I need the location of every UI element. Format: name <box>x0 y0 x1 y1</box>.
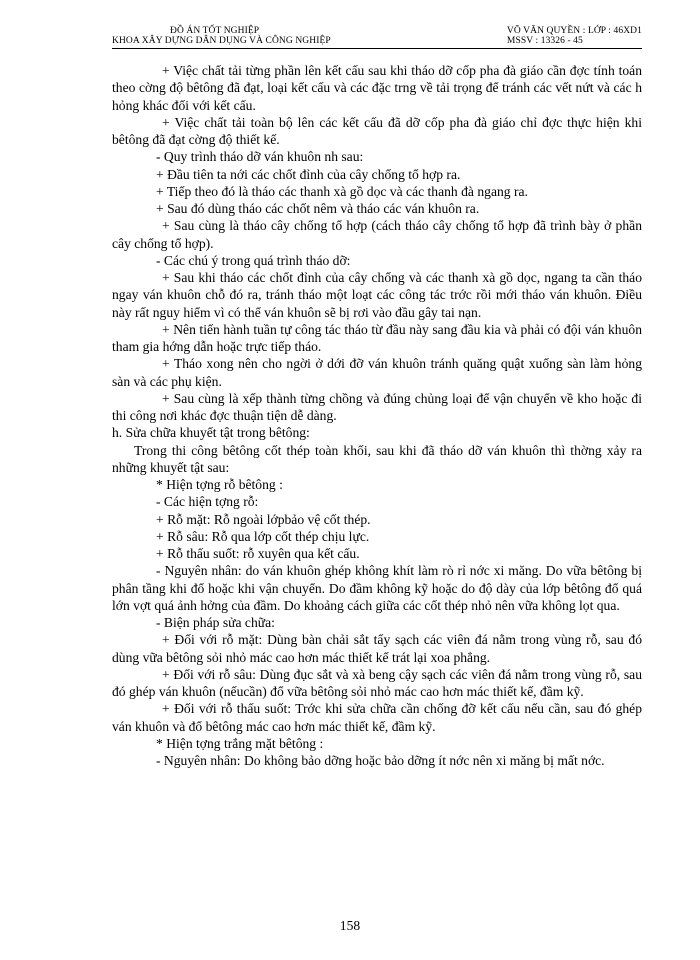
paragraph: + Tháo xong nên cho ngời ở dới đỡ ván khuôn tránh quăng quật xuống sàn làm hỏng sàn và các phụ kiện. <box>112 356 642 389</box>
section-heading: h. Sửa chữa khuyết tật trong bêtông: <box>112 425 310 441</box>
paragraph: + Sau cùng là tháo cây chống tổ hợp (cách tháo cây chống tổ hợp đã trình bày ở phần cây chống tổ hợp). <box>112 218 642 251</box>
header-student-class: VÕ VĂN QUYỀN : LỚP : 46XD1 <box>506 26 642 36</box>
paragraph: + Đối với rỗ mặt: Dùng bàn chải sắt tẩy sạch các viên đá nằm trong vùng rỗ, sau đó dùng vữa bêtông sỏi nhỏ mác cao hơn mác thiết kế trát lại xoa phẳng. <box>112 632 642 665</box>
paragraph: - Biện pháp sửa chữa: <box>156 615 275 630</box>
paragraph: + Tiếp theo đó là tháo các thanh xà gồ dọc và các thanh đà ngang ra. <box>156 183 528 199</box>
paragraph: - Quy trình tháo dỡ ván khuôn nh sau: <box>156 149 364 165</box>
paragraph: - Các hiện tợng rỗ: <box>156 494 259 510</box>
paragraph: + Việc chất tải từng phần lên kết cấu sau khi tháo dỡ cốp pha đà giáo cần đợc tính toán theo cờng độ bêtông đã đạt, loại kết cấu và các đặc trng về tải trọng để tránh các vết nứt và các h hỏng khác đối với kết cấu. <box>112 63 642 113</box>
header-student-id: MSSV : 13326 - 45 <box>506 36 583 46</box>
paragraph: * Hiện tợng rỗ bêtông : <box>156 477 283 492</box>
paragraph: + Rỗ sâu: Rỗ qua lớp cốt thép chịu lực. <box>156 528 370 544</box>
header-left <box>112 26 331 46</box>
header-right <box>507 26 642 46</box>
paragraph: + Việc chất tải toàn bộ lên các kết cấu đã dỡ cốp pha đà giáo chỉ đợc thực hiện khi bêtông đã đạt cờng độ thiết kế. <box>112 114 642 147</box>
header-faculty: KHOA XÂY DỰNG DÂN DỤNG VÀ CÔNG NGHIỆP <box>112 36 331 46</box>
paragraph: Trong thi công bêtông cốt thép toàn khối, sau khi đã tháo dỡ ván khuôn thì thờng xảy ra những khuyết tật sau: <box>112 442 642 475</box>
page-number: 158 <box>339 918 361 933</box>
header-thesis-title: ĐỒ ÁN TỐT NGHIỆP <box>170 26 260 36</box>
paragraph: + Đầu tiên ta nới các chốt đỉnh của cây chống tổ hợp ra. <box>156 166 461 182</box>
page-body <box>112 62 642 769</box>
paragraph: * Hiện tợng trắng mặt bêtông : <box>156 735 324 751</box>
paragraph: + Đối với rỗ thấu suốt: Trớc khi sửa chữa cần chống đỡ kết cấu nếu cần, sau đó ghép ván khuôn và đổ bêtông mác cao hơn mác thiết kế, đầm kỹ. <box>112 701 642 734</box>
paragraph: + Sau khi tháo các chốt đỉnh của cây chống và các thanh xà gồ dọc, ngang ta cần tháo ngay ván khuôn chỗ đó ra, tránh tháo một loạt các công tác trớc rồi mới tháo ván khuôn. Điều này rất nguy hiểm vì có thể ván khuôn sẽ bị rơi vào đầu gây tai nạn. <box>112 270 642 320</box>
paragraph: - Nguyên nhân: do ván khuôn ghép không khít làm rò rỉ nớc xi măng. Do vữa bêtông bị phân tầng khi đổ hoặc khi vận chuyển. Do đầm không kỹ hoặc do độ dày của lớp bêtông đổ quá lớn vợt quá ảnh hởng của đầm. Do khoảng cách giữa các cốt thép nhỏ nên vữa không lọt qua. <box>112 563 642 613</box>
paragraph: + Sau cùng là xếp thành từng chồng và đúng chủng loại để vận chuyển về kho hoặc đi thi công nơi khác đợc thuận tiện dễ dàng. <box>112 390 642 423</box>
paragraph: + Nên tiến hành tuần tự công tác tháo từ đầu này sang đầu kia và phải có đội ván khuôn tham gia hớng dẫn hoặc trực tiếp tháo. <box>112 321 642 354</box>
paragraph: - Các chú ý trong quá trình tháo dỡ: <box>156 252 351 268</box>
paragraph: + Sau đó dùng tháo các chốt nêm và tháo các ván khuôn ra. <box>156 201 480 216</box>
paragraph: + Rỗ mặt: Rỗ ngoài lớpbảo vệ cốt thép. <box>156 511 371 527</box>
paragraph: - Nguyên nhân: Do không bảo dỡng hoặc bảo dỡng ít nớc nên xi măng bị mất nớc. <box>156 753 605 768</box>
paragraph: + Đối với rỗ sâu: Dùng đục sắt và xà beng cậy sạch các viên đá nằm trong vùng rỗ, sau đó ghép ván khuôn (nếucần) đổ vữa bêtông sỏi nhỏ mác cao hơn mác thiết kế, đầm kỹ. <box>112 666 642 699</box>
paragraph: + Rỗ thấu suốt: rỗ xuyên qua kết cấu. <box>156 546 360 561</box>
page-header <box>112 26 642 49</box>
